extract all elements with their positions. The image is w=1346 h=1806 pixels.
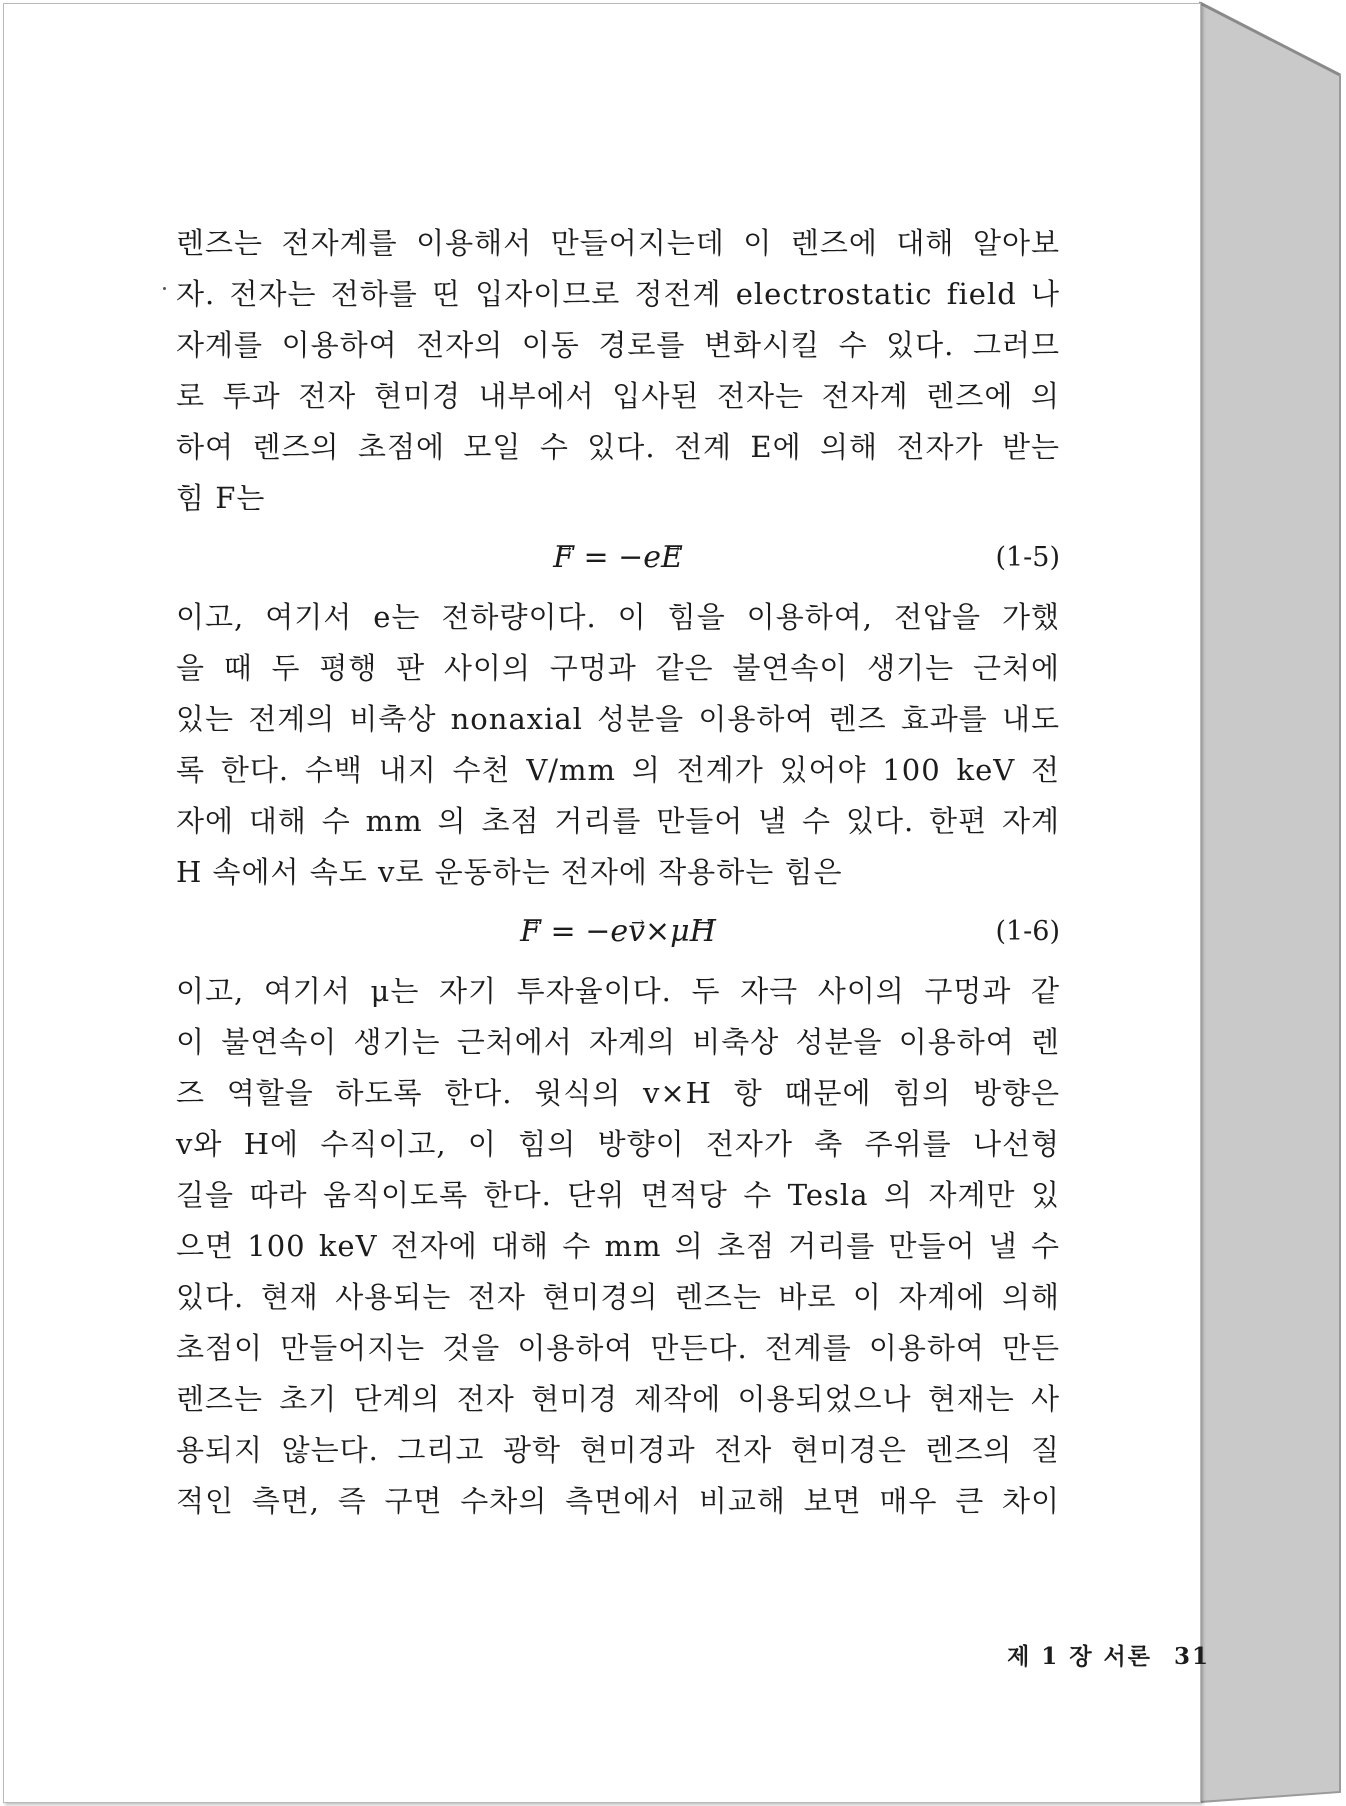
text-line: 초점이 만들어지는 것을 이용하여 만든다. 전계를 이용하여 만든 [176, 1331, 1060, 1365]
text-line: 렌즈는 초기 단계의 전자 현미경 제작에 이용되었으나 현재는 사 [176, 1382, 1060, 1416]
equation-1-6 [176, 898, 1060, 966]
text-line: 자. 전자는 전하를 띤 입자이므로 정전계 electrostatic field 나 [176, 277, 1060, 311]
text-line: 이고, 여기서 e는 전하량이다. 이 힘을 이용하여, 전압을 가했 [176, 600, 1060, 634]
equation-formula [176, 524, 1060, 592]
paragraph-1 [176, 218, 1060, 524]
text-line: 록 한다. 수백 내지 수천 V/mm 의 전계가 있어야 100 keV 전 [176, 753, 1060, 787]
text-line: 자계를 이용하여 전자의 이동 경로를 변화시킬 수 있다. 그러므 [176, 328, 1060, 362]
vector-e: → E [661, 524, 683, 592]
text-line: 자에 대해 수 mm 의 초점 거리를 만들어 낼 수 있다. 한편 자계 [176, 804, 1060, 838]
chapter-title: 제 1 장 서론 [1007, 1643, 1152, 1670]
text-line: 으면 100 keV 전자에 대해 수 mm 의 초점 거리를 만들어 낼 수 [176, 1229, 1060, 1263]
equation-number: (1-5) [995, 542, 1060, 573]
text-line: v와 H에 수직이고, 이 힘의 방향이 전자가 축 주위를 나선형 [176, 1127, 1060, 1161]
equation-1-5 [176, 524, 1060, 592]
equation-operator: ×μ [645, 914, 690, 949]
equation-operator: = −e [550, 914, 629, 949]
text-line: 을 때 두 평행 판 사이의 구멍과 같은 불연속이 생기는 근처에 [176, 651, 1060, 685]
text-line: 용되지 않는다. 그리고 광학 현미경과 전자 현미경은 렌즈의 질 [176, 1433, 1060, 1467]
page-number: 31 [1173, 1643, 1210, 1670]
text-line: 렌즈는 전자계를 이용해서 만들어지는데 이 렌즈에 대해 알아보 [176, 226, 1060, 260]
equation-operator: = −e [583, 540, 662, 575]
equation-formula [176, 898, 1060, 966]
vector-f: → F [520, 898, 541, 966]
text-line: 이고, 여기서 μ는 자기 투자율이다. 두 자극 사이의 구멍과 같 [176, 974, 1060, 1008]
paragraph-2 [176, 592, 1060, 898]
text-line: 이 불연속이 생기는 근처에서 자계의 비축상 성분을 이용하여 렌 [176, 1025, 1060, 1059]
text-line: 하여 렌즈의 초점에 모일 수 있다. 전계 E에 의해 전자가 받는 [176, 430, 1060, 464]
text-line: 있는 전계의 비축상 nonaxial 성분을 이용하여 렌즈 효과를 내도 [176, 702, 1060, 736]
scan-speck [163, 287, 166, 290]
vector-f: → F [553, 524, 574, 592]
text-line: 로 투과 전자 현미경 내부에서 입사된 전자는 전자계 렌즈에 의 [176, 379, 1060, 413]
body-text [176, 218, 1060, 1527]
paragraph-3 [176, 966, 1060, 1527]
page-footer [1007, 1638, 1210, 1671]
text-line: H 속에서 속도 v로 운동하는 전자에 작용하는 힘은 [176, 855, 843, 889]
text-line: 있다. 현재 사용되는 전자 현미경의 렌즈는 바로 이 자계에 의해 [176, 1280, 1060, 1314]
text-line: 적인 측면, 즉 구면 수차의 측면에서 비교해 보면 매우 큰 차이 [176, 1484, 1060, 1518]
text-line: 즈 역할을 하도록 한다. 윗식의 v×H 항 때문에 힘의 방향은 [176, 1076, 1060, 1110]
equation-number: (1-6) [995, 916, 1060, 947]
vector-h: → H [690, 898, 716, 966]
text-line: 길을 따라 움직이도록 한다. 단위 면적당 수 Tesla 의 자계만 있 [176, 1178, 1060, 1212]
vector-v: → v [628, 898, 645, 966]
text-line: 힘 F는 [176, 481, 266, 515]
